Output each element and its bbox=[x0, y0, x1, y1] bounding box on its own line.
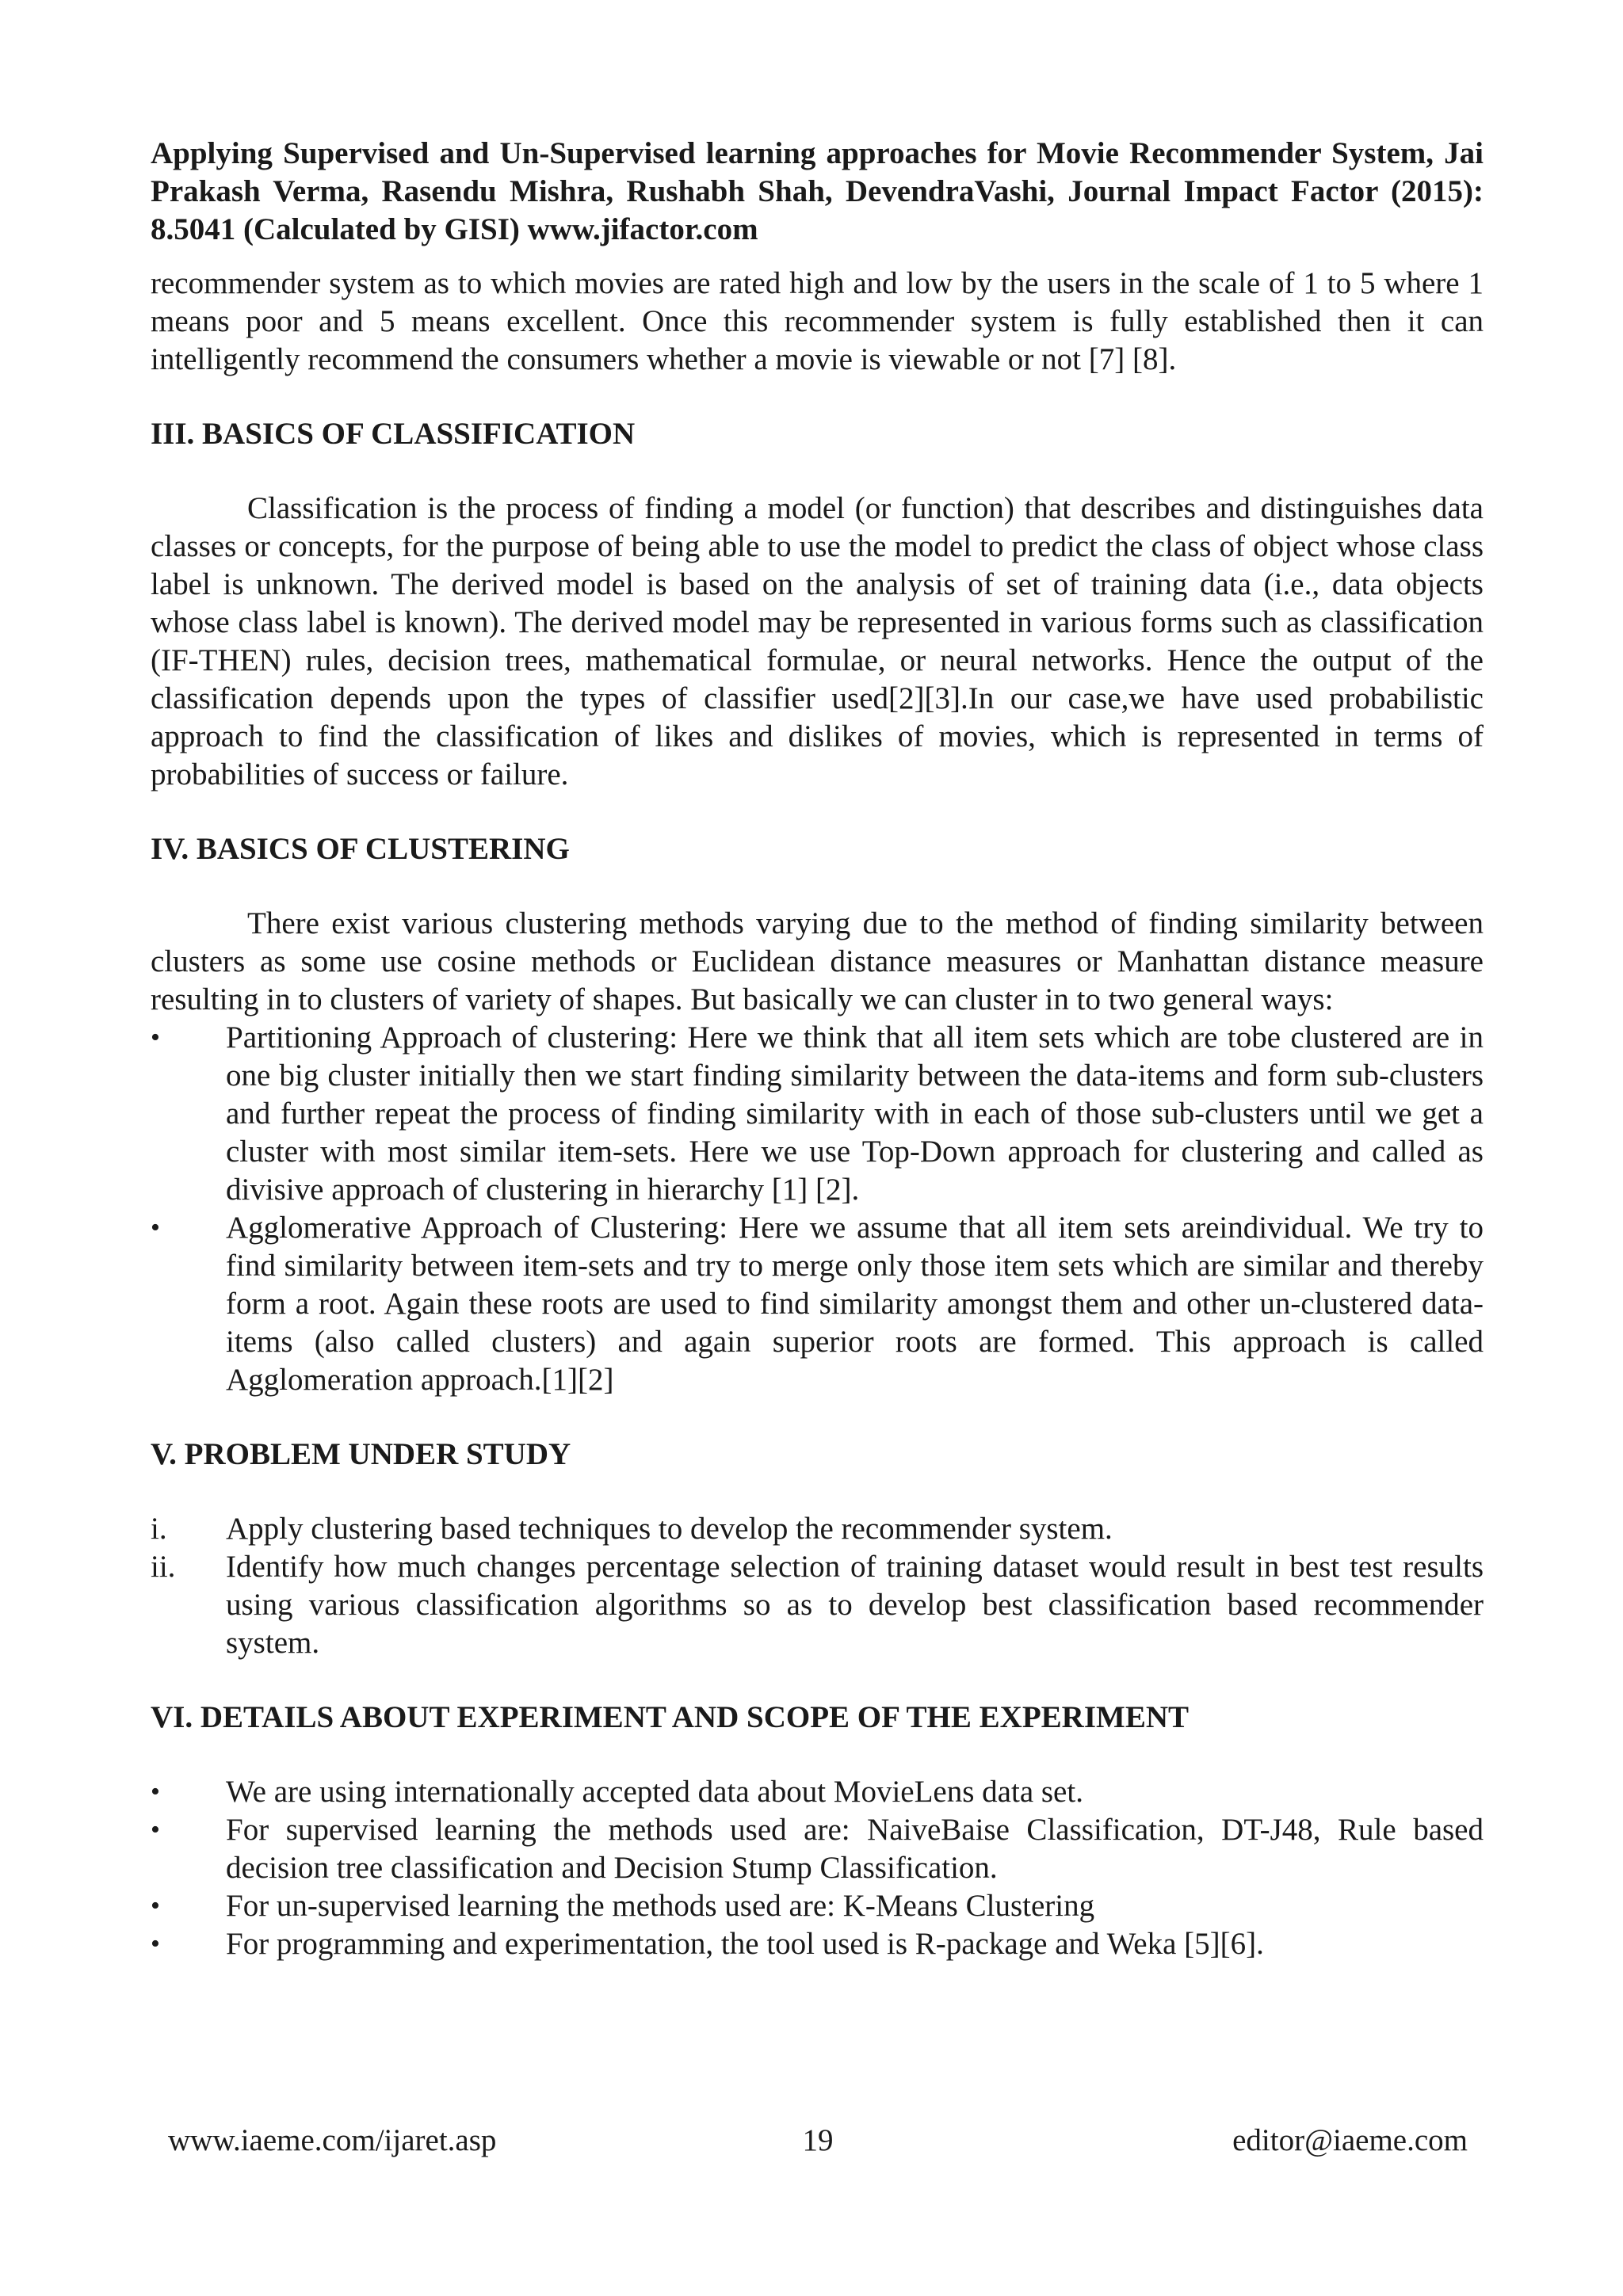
clustering-paragraph: There exist various clustering methods varying due to the method of finding similarity between clusters as some use cosine methods or Euclidean distance measures or Manhattan distance measure resulting in to clusters of variety of shapes. But basically we can cluster in to two general ways: bbox=[151, 906, 1484, 1016]
page-footer bbox=[168, 2122, 1468, 2160]
page-body bbox=[151, 135, 1484, 1963]
list-item-text: For supervised learning the methods used are: NaiveBaise Classification, DT-J48, Rule based decision tree classification and Decision Stump Classification. bbox=[226, 1813, 1484, 1885]
running-header-title: Applying Supervised and Un-Supervised learning approaches for Movie Recommender System, Jai Prakash Verma, Rasendu Mishra, Rushabh Shah, DevendraVashi, Journal Impact Factor (2015): 8.5041 (Calculated by GISI) www.jifactor.com bbox=[151, 136, 1484, 246]
list-item-text: Agglomerative Approach of Clustering: Here we assume that all item sets areindividual. We try to find similarity between item-sets and try to merge only those item sets which are similar and thereby form a root. Again these roots are used to find similarity amongst them and other un-clustered data-items (also called clusters) and again superior roots are formed. This approach is called Agglomeration approach.[1][2] bbox=[226, 1211, 1484, 1397]
list-item bbox=[151, 1811, 1484, 1887]
list-item-text: Apply clustering based techniques to develop the recommender system. bbox=[226, 1512, 1113, 1546]
footer-email-link[interactable]: editor@iaeme.com bbox=[1232, 2123, 1468, 2157]
list-marker: i. bbox=[151, 1512, 167, 1546]
bullet-icon: • bbox=[151, 1815, 160, 1844]
classification-paragraph: Classification is the process of finding a model (or function) that describes and distinguishes data classes or concepts, for the purpose of being able to use the model to predict the class of object whose class label is unknown. The derived model is based on the analysis of set of training data (i.e., data objects whose class label is known). The derived model may be represented in various forms such as classification (IF-THEN) rules, decision trees, mathematical formulae, or neural networks. Hence the output of the classification depends upon the types of classifier used[2][3].In our case,we have used probabilistic approach to find the classification of likes and dislikes of movies, which is represented in terms of probabilities of success or failure. bbox=[151, 491, 1484, 791]
section-heading-classification: III. BASICS OF CLASSIFICATION bbox=[151, 417, 636, 451]
list-item bbox=[151, 1925, 1484, 1963]
footer-website-link[interactable]: www.iaeme.com/ijaret.asp bbox=[168, 2123, 497, 2157]
page-number: 19 bbox=[802, 2123, 834, 2157]
bullet-icon: • bbox=[151, 1891, 160, 1920]
problem-list bbox=[151, 1510, 1484, 1662]
list-item-text: Partitioning Approach of clustering: Here we think that all item sets which are tobe clustered are in one big cluster initially then we start finding similarity between the data-items and form sub-clusters and further repeat the process of finding similarity with in each of those sub-clusters until we get a cluster with most similar item-sets. Here we use Top-Down approach for clustering and called as divisive approach of clustering in hierarchy [1] [2]. bbox=[226, 1020, 1484, 1207]
list-item-text: For un-supervised learning the methods used are: K-Means Clustering bbox=[226, 1889, 1095, 1923]
list-item bbox=[151, 1510, 1484, 1548]
list-item bbox=[151, 1773, 1484, 1811]
list-item bbox=[151, 1209, 1484, 1399]
list-item bbox=[151, 1019, 1484, 1209]
section-heading-problem: V. PROBLEM UNDER STUDY bbox=[151, 1437, 571, 1471]
bullet-icon: • bbox=[151, 1929, 160, 1958]
list-item-text: For programming and experimentation, the tool used is R-package and Weka [5][6]. bbox=[226, 1927, 1264, 1961]
list-item-text: Identify how much changes percentage selection of training dataset would result in best test results using various classification algorithms so as to develop best classification based recommender system. bbox=[226, 1550, 1484, 1660]
section-heading-clustering: IV. BASICS OF CLUSTERING bbox=[151, 832, 570, 866]
section-heading-experiment: VI. DETAILS ABOUT EXPERIMENT AND SCOPE OF THE EXPERIMENT bbox=[151, 1700, 1190, 1734]
bullet-icon: • bbox=[151, 1213, 160, 1242]
clustering-approach-list bbox=[151, 1019, 1484, 1399]
list-item bbox=[151, 1548, 1484, 1662]
list-item-text: We are using internationally accepted data about MovieLens data set. bbox=[226, 1775, 1083, 1809]
list-marker: ii. bbox=[151, 1550, 176, 1584]
list-item bbox=[151, 1887, 1484, 1925]
intro-paragraph: recommender system as to which movies are rated high and low by the users in the scale of 1 to 5 where 1 means poor and 5 means excellent. Once this recommender system is fully established then it can intelligently recommend the consumers whether a movie is viewable or not [7] [8]. bbox=[151, 266, 1484, 376]
bullet-icon: • bbox=[151, 1777, 160, 1806]
experiment-scope-list bbox=[151, 1773, 1484, 1963]
bullet-icon: • bbox=[151, 1023, 160, 1052]
